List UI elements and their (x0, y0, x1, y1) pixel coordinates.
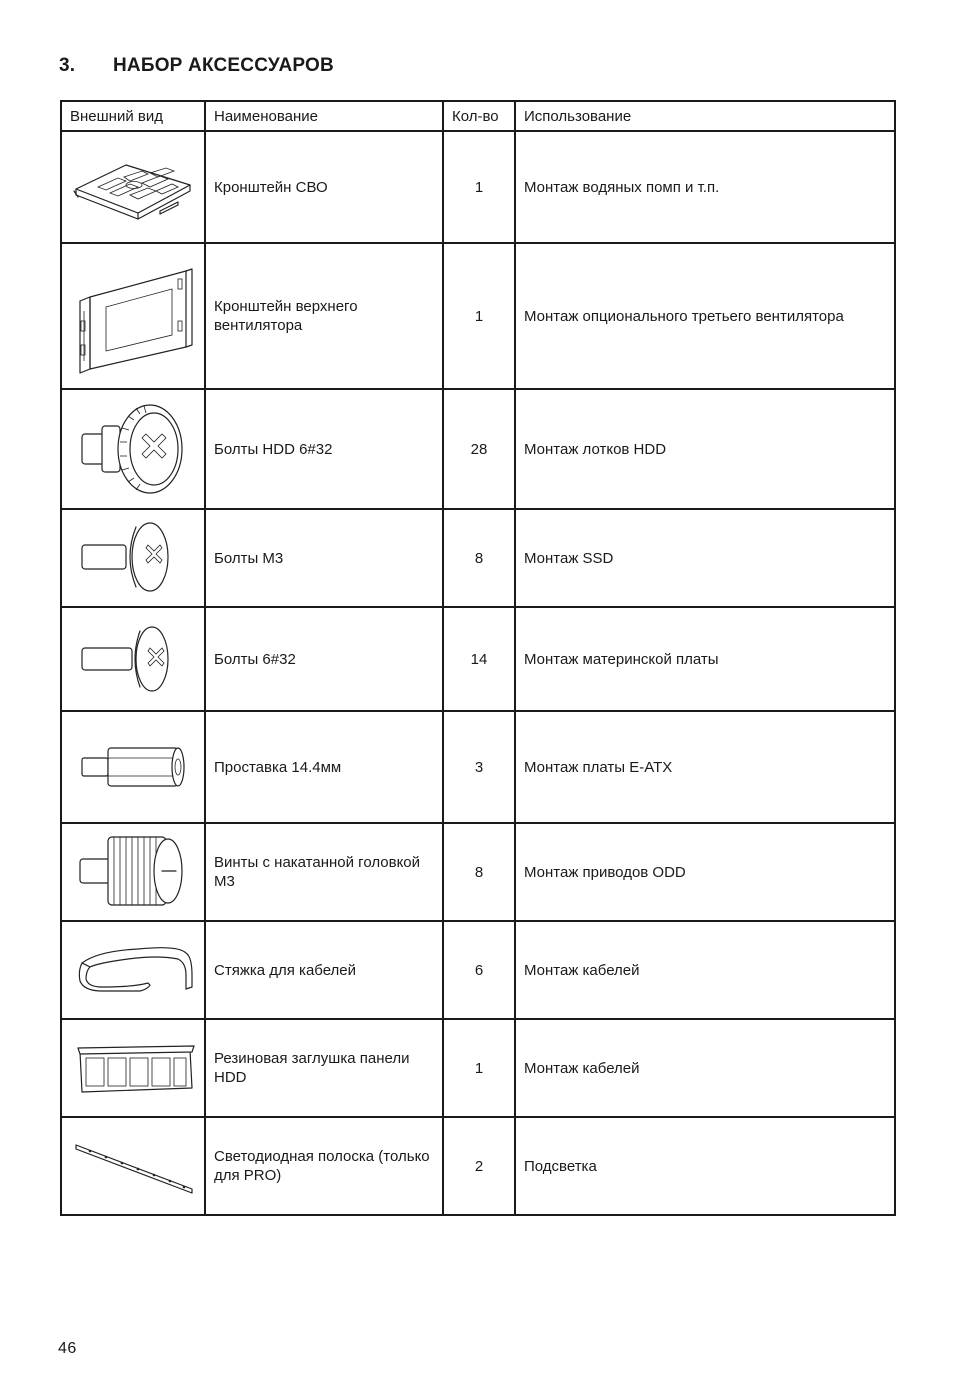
m3-screw-icon (68, 513, 198, 603)
row-qty: 2 (443, 1117, 515, 1215)
section-heading (59, 55, 334, 77)
standoff-icon (68, 722, 198, 812)
table-row (61, 1019, 895, 1117)
row-image (61, 389, 205, 509)
screw-6-32-icon (68, 614, 198, 704)
section-title: НАБОР АКСЕССУАРОВ (113, 55, 334, 76)
row-image (61, 509, 205, 607)
row-usage: Монтаж опционального третьего вентилятора (515, 243, 895, 389)
row-image (61, 607, 205, 711)
table-row (61, 131, 895, 243)
header-usage: Использование (515, 101, 895, 131)
row-usage: Монтаж водяных помп и т.п. (515, 131, 895, 243)
row-name: Кронштейн верхнего вентилятора (205, 243, 443, 389)
row-usage: Монтаж материнской платы (515, 607, 895, 711)
header-name: Наименование (205, 101, 443, 131)
row-qty: 1 (443, 131, 515, 243)
row-image (61, 711, 205, 823)
rubber-plug-icon (68, 1028, 198, 1108)
table-header-row (61, 101, 895, 131)
row-image (61, 1019, 205, 1117)
row-image (61, 1117, 205, 1215)
row-image (61, 921, 205, 1019)
accessories-table (60, 100, 896, 1216)
row-image (61, 131, 205, 243)
table-row (61, 921, 895, 1019)
row-name: Резиновая заглушка панели HDD (205, 1019, 443, 1117)
table-row (61, 1117, 895, 1215)
row-qty: 8 (443, 509, 515, 607)
table-row (61, 607, 895, 711)
row-name: Болты HDD 6#32 (205, 389, 443, 509)
row-usage: Монтаж лотков HDD (515, 389, 895, 509)
cable-tie-icon (68, 925, 198, 1015)
table-row (61, 243, 895, 389)
row-usage: Монтаж кабелей (515, 1019, 895, 1117)
row-usage: Монтаж платы E-ATX (515, 711, 895, 823)
row-usage: Монтаж кабелей (515, 921, 895, 1019)
row-image (61, 243, 205, 389)
row-name: Болты 6#32 (205, 607, 443, 711)
hdd-screw-icon (68, 394, 198, 504)
row-qty: 1 (443, 243, 515, 389)
row-qty: 14 (443, 607, 515, 711)
table-row (61, 509, 895, 607)
row-qty: 3 (443, 711, 515, 823)
row-qty: 6 (443, 921, 515, 1019)
row-qty: 1 (443, 1019, 515, 1117)
header-appearance: Внешний вид (61, 101, 205, 131)
row-usage: Монтаж приводов ODD (515, 823, 895, 921)
row-name: Стяжка для кабелей (205, 921, 443, 1019)
row-name: Светодиодная полоска (только для PRO) (205, 1117, 443, 1215)
header-qty: Кол-во (443, 101, 515, 131)
table-row (61, 823, 895, 921)
row-usage: Монтаж SSD (515, 509, 895, 607)
table-row (61, 389, 895, 509)
table-row (61, 711, 895, 823)
row-usage: Подсветка (515, 1117, 895, 1215)
row-name: Болты M3 (205, 509, 443, 607)
row-qty: 28 (443, 389, 515, 509)
row-name: Кронштейн СВО (205, 131, 443, 243)
thumb-screw-icon (68, 827, 198, 917)
row-image (61, 823, 205, 921)
row-qty: 8 (443, 823, 515, 921)
row-name: Винты с накатанной головкой M3 (205, 823, 443, 921)
section-number: 3. (59, 55, 76, 76)
page-number: 46 (58, 1340, 77, 1357)
cbo-bracket-icon (68, 147, 198, 227)
led-strip-icon (68, 1121, 198, 1211)
row-name: Проставка 14.4мм (205, 711, 443, 823)
top-fan-bracket-icon (68, 251, 198, 381)
